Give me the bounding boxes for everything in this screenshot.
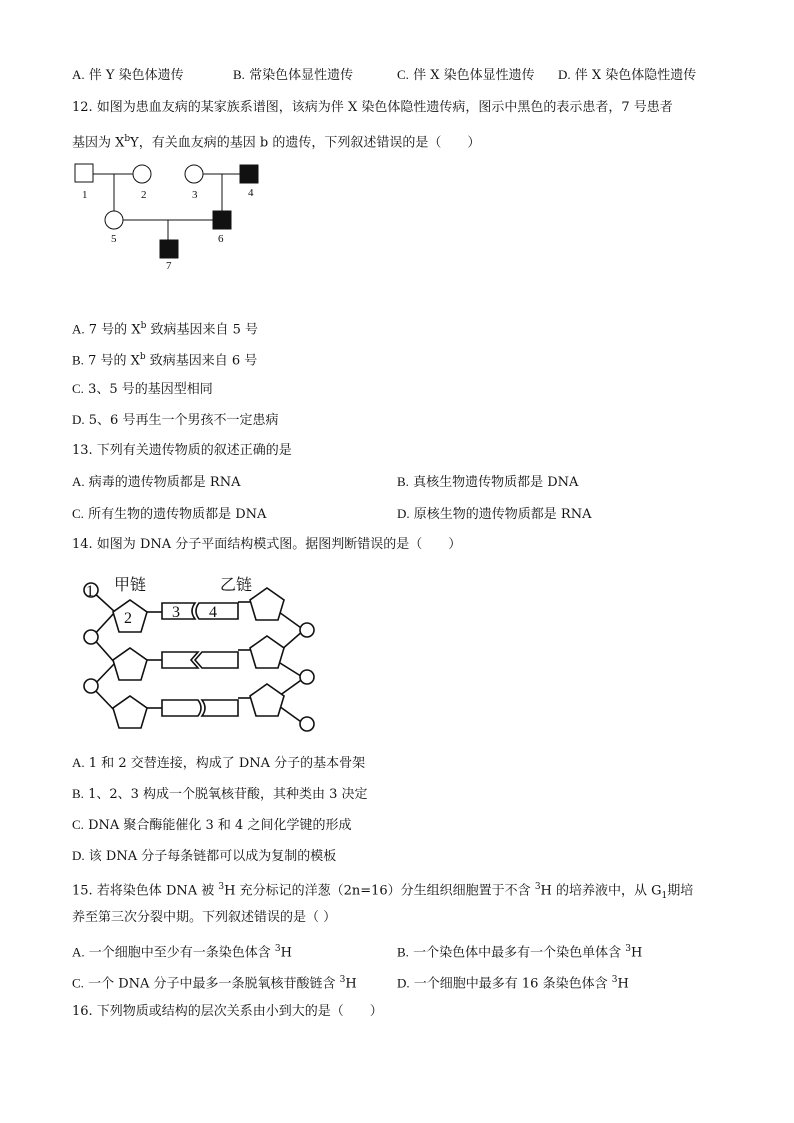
label-3: 3 <box>172 604 180 621</box>
q12-stem-line1: 12. 如图为患血友病的某家族系谱图，该病为伴 X 染色体隐性遗传病，图示中黑色的表示患者，7 号患者 <box>72 100 673 115</box>
pedigree-label-3: 3 <box>192 189 198 201</box>
q12-option-c: C. 3、5 号的基因型相同 <box>72 381 213 397</box>
pedigree-individual-5 <box>105 211 123 229</box>
pedigree-individual-4 <box>240 165 258 183</box>
label-1: 1 <box>86 583 94 600</box>
pedigree-label-6: 6 <box>218 233 224 245</box>
q14-option-a: A. 1 和 2 交替连接，构成了 DNA 分子的基本骨架 <box>72 755 366 771</box>
pedigree-label-5: 5 <box>111 233 117 245</box>
q11-option-d: D. 伴 X 染色体隐性遗传 <box>558 67 697 83</box>
pedigree-diagram <box>70 160 270 275</box>
q15-option-b: B. 一个染色体中最多有一个染色单体含 $^3$H <box>397 944 643 961</box>
q12-stem-line2: 基因为 $X^bY$，有关血友病的基因 b 的遗传，下列叙述错误的是（ ） <box>72 134 481 151</box>
q13-option-c: C. 所有生物的遗传物质都是 DNA <box>72 506 267 522</box>
q15-stem-line2: 养至第三次分裂中期。下列叙述错误的是（ ） <box>72 910 337 925</box>
pedigree-individual-2 <box>133 165 151 183</box>
q12-option-a: A. 7 号的 $X^b$ 致病基因来自 5 号 <box>72 321 259 338</box>
chain-b-label: 乙链 <box>220 577 253 594</box>
pedigree-label-1: 1 <box>82 189 88 201</box>
pedigree-label-4: 4 <box>248 187 254 199</box>
dna-structure-diagram <box>78 570 323 738</box>
q15-stem-line1: 15. 若将染色体 DNA 被 $^3$H 充分标记的洋葱（2n=16）分生组织细胞置于不含 $^3$H 的培养液中，从 $G_1$期培 <box>72 882 694 901</box>
q16-stem: 16. 下列物质或结构的层次关系由小到大的是（ ） <box>72 1004 383 1019</box>
label-2: 2 <box>124 610 132 627</box>
base-4 <box>196 603 238 619</box>
pedigree-individual-3 <box>185 165 203 183</box>
pedigree-individual-1 <box>75 164 93 182</box>
chain-a-label: 甲链 <box>114 577 147 594</box>
label-4: 4 <box>209 604 217 621</box>
q14-stem: 14. 如图为 DNA 分子平面结构模式图。据图判断错误的是（ ） <box>72 537 462 552</box>
q13-option-b: B. 真核生物遗传物质都是 DNA <box>397 474 579 490</box>
q11-option-c: C. 伴 X 染色体显性遗传 <box>397 67 535 83</box>
q14-option-b: B. 1、2、3 构成一个脱氧核苷酸，其种类由 3 决定 <box>72 786 368 802</box>
q13-option-d: D. 原核生物的遗传物质都是 RNA <box>397 506 592 522</box>
pedigree-individual-6 <box>213 211 231 229</box>
q15-option-d: D. 一个细胞中最多有 16 条染色体含 $^3$H <box>397 975 629 992</box>
q13-option-a: A. 病毒的遗传物质都是 RNA <box>72 474 241 490</box>
q11-option-b: B. 常染色体显性遗传 <box>233 67 354 83</box>
pedigree-individual-7 <box>160 240 178 258</box>
q15-option-c: C. 一个 DNA 分子中最多一条脱氧核苷酸链含 $^3$H <box>72 975 357 992</box>
q14-option-d: D. 该 DNA 分子每条链都可以成为复制的模板 <box>72 848 337 864</box>
q12-option-b: B. 7 号的 $X^b$ 致病基因来自 6 号 <box>72 352 258 369</box>
pedigree-label-7: 7 <box>166 260 172 272</box>
q15-option-a: A. 一个细胞中至少有一条染色体含 $^3$H <box>72 944 292 961</box>
pedigree-label-2: 2 <box>141 189 147 201</box>
q12-option-d: D. 5、6 号再生一个男孩不一定患病 <box>72 412 279 428</box>
q13-stem: 13. 下列有关遗传物质的叙述正确的是 <box>72 443 292 458</box>
q11-option-a: A. 伴 Y 染色体遗传 <box>72 67 184 83</box>
q14-option-c: C. DNA 聚合酶能催化 3 和 4 之间化学键的形成 <box>72 817 352 833</box>
